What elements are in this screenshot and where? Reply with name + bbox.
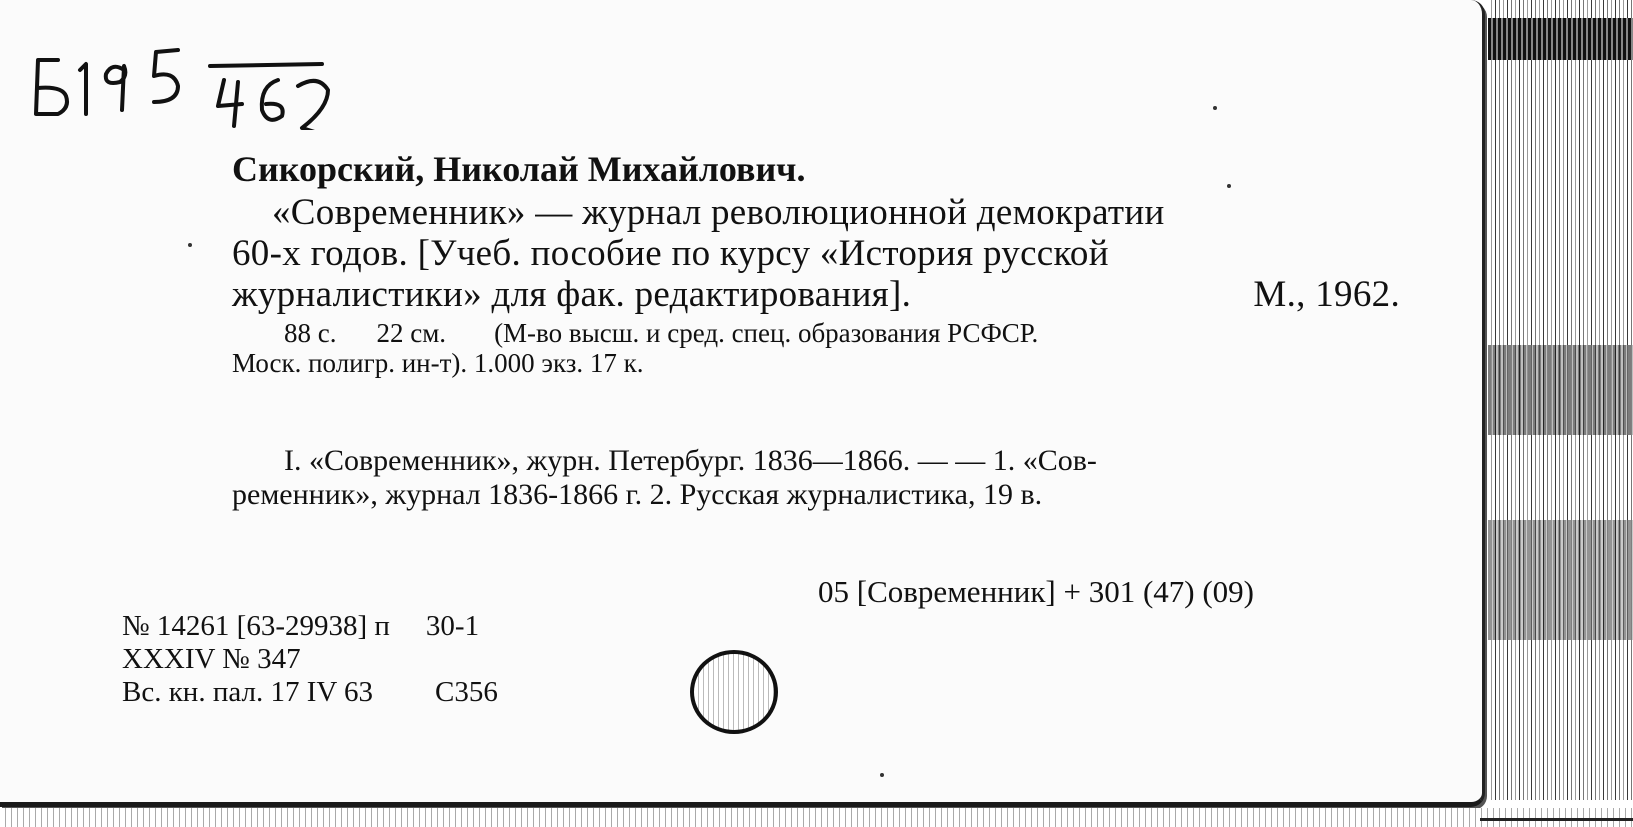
catalog-info-row-1 (122, 610, 498, 643)
imprint-place-year: М., 1962. (1253, 274, 1400, 315)
chamber-date: Вс. кн. пал. 17 IV 63 (122, 676, 374, 708)
collation-row-1 (232, 318, 1400, 348)
card-print-code: 30-1 (425, 610, 480, 642)
catalog-info (122, 610, 498, 709)
speck (1227, 184, 1231, 188)
scanner-edge-bottom (0, 808, 1633, 827)
catalog-info-row-2: XXXIV № 347 (122, 643, 301, 675)
handwritten-call-number (28, 30, 358, 130)
title-line-3-text: журналистики» для фак. редактирования]. (232, 274, 912, 315)
collation-block (232, 318, 1400, 378)
scanner-edge-band (1488, 520, 1633, 640)
speck (1213, 106, 1217, 110)
handwritten-call-number-drawing (28, 30, 358, 130)
series-statement: (М-во высш. и сред. спец. образования РСФСР. (494, 318, 1039, 348)
title-line-1 (232, 192, 1400, 233)
scanner-edge-line (1480, 818, 1633, 821)
card-number: № 14261 [63-29938] п (122, 610, 390, 642)
classification-number: 05 [Современник] + 301 (47) (09) (818, 574, 1254, 609)
subject-tracings (232, 444, 1400, 512)
scanner-edge-band (1488, 345, 1633, 435)
title-line-1-text: «Современник» — журнал революционной демократии (272, 192, 1165, 233)
collation-row-2: Моск. полигр. ин-т). 1.000 экз. 17 к. (232, 348, 644, 378)
subject-line-1-text: I. «Современник», журн. Петербург. 1836—1866. — — 1. «Сов- (284, 444, 1097, 477)
pagination: 88 с. (284, 318, 337, 348)
punch-hole (690, 650, 778, 734)
title-line-2-text: 60-х годов. [Учеб. пособие по курсу «История русской (232, 233, 1109, 274)
subject-line-2: ременник», журнал 1836-1866 г. 2. Русская журналистика, 19 в. (232, 478, 1043, 511)
order-code: С356 (435, 676, 498, 708)
scanner-edge-right (1488, 0, 1633, 800)
speck (188, 243, 192, 247)
subject-line-1 (232, 444, 1400, 478)
catalog-info-row-3 (122, 676, 498, 709)
dimensions: 22 см. (376, 318, 447, 348)
author-heading: Сикорский, Николай Михайлович. (232, 149, 806, 189)
speck (880, 773, 884, 777)
scanner-edge-band (1488, 18, 1633, 60)
title-line-3 (232, 274, 1400, 315)
title-line-2 (232, 233, 1400, 274)
title-block (232, 192, 1400, 315)
